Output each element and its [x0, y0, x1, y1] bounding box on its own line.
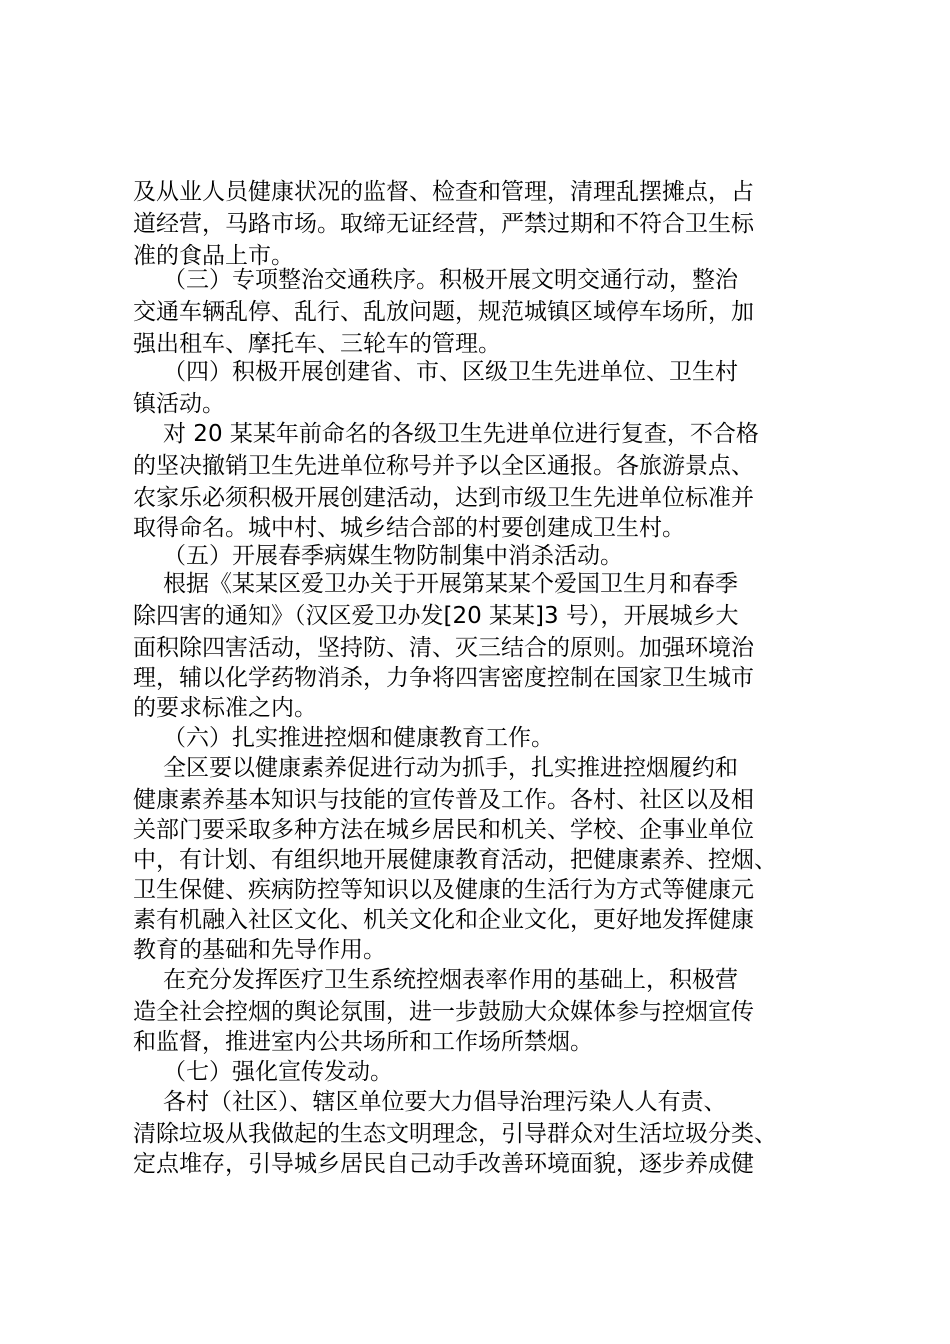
- text-line: 卫生保健、疾病防控等知识以及健康的生活行为方式等健康元: [133, 877, 754, 903]
- section-heading: （六）扎实推进控烟和健康教育工作。: [163, 725, 554, 751]
- text-line: 健康素养基本知识与技能的宣传普及工作。各村、社区以及相: [133, 787, 754, 813]
- text-line: 镇活动。: [133, 391, 225, 417]
- section-heading: （五）开展春季病媒生物防制集中消杀活动。: [163, 543, 623, 569]
- section-heading: （七）强化宣传发动。: [163, 1059, 393, 1085]
- text-line: 农家乐必须积极开展创建活动，达到市级卫生先进单位标准并: [133, 485, 754, 511]
- text-line: 素有机融入社区文化、机关文化和企业文化，更好地发挥健康: [133, 907, 754, 933]
- text-line: 除四害的通知》（汉区爱卫办发[20 某某]3 号），开展城乡大: [133, 603, 739, 629]
- text-line: 对 20 某某年前命名的各级卫生先进单位进行复查，不合格: [163, 421, 759, 447]
- text-line: 道经营，马路市场。取缔无证经营，严禁过期和不符合卫生标: [133, 211, 754, 237]
- text-line: 及从业人员健康状况的监督、检查和管理，清理乱摆摊点，占: [133, 179, 754, 205]
- text-line: 准的食品上市。: [133, 243, 294, 269]
- text-line: 理，辅以化学药物消杀，力争将四害密度控制在国家卫生城市: [133, 665, 754, 691]
- text-line: 全区要以健康素养促进行动为抓手，扎实推进控烟履约和: [163, 755, 738, 781]
- text-line: 各村（社区）、辖区单位要大力倡导治理污染人人有责、: [163, 1089, 727, 1115]
- text-line: 关部门要采取多种方法在城乡居民和机关、学校、企事业单位: [133, 817, 754, 843]
- text-line: 教育的基础和先导作用。: [133, 937, 386, 963]
- section-heading: （三）专项整治交通秩序。积极开展文明交通行动，整治: [163, 267, 738, 293]
- text-line: 面积除四害活动，坚持防、清、灭三结合的原则。加强环境治: [133, 635, 754, 661]
- text-line: 在充分发挥医疗卫生系统控烟表率作用的基础上，积极营: [163, 967, 738, 993]
- text-line: 根据《某某区爱卫办关于开展第某某个爱国卫生月和春季: [163, 571, 738, 597]
- text-line: 的坚决撤销卫生先进单位称号并予以全区通报。各旅游景点、: [133, 453, 754, 479]
- text-line: 和监督，推进室内公共场所和工作场所禁烟。: [133, 1029, 593, 1055]
- text-line: 定点堆存，引导城乡居民自己动手改善环境面貌，逐步养成健: [133, 1151, 754, 1177]
- text-line: 清除垃圾从我做起的生态文明理念，引导群众对生活垃圾分类、: [133, 1121, 777, 1147]
- text-line: 中，有计划、有组织地开展健康教育活动，把健康素养、控烟、: [133, 847, 777, 873]
- text-line: 强出租车、摩托车、三轮车的管理。: [133, 331, 501, 357]
- text-line: 取得命名。城中村、城乡结合部的村要创建成卫生村。: [133, 515, 685, 541]
- text-line: 造全社会控烟的舆论氛围，进一步鼓励大众媒体参与控烟宣传: [133, 999, 754, 1025]
- text-line: 交通车辆乱停、乱行、乱放问题，规范城镇区域停车场所，加: [133, 299, 754, 325]
- section-heading: （四）积极开展创建省、市、区级卫生先进单位、卫生村: [163, 359, 738, 385]
- text-line: 的要求标准之内。: [133, 695, 317, 721]
